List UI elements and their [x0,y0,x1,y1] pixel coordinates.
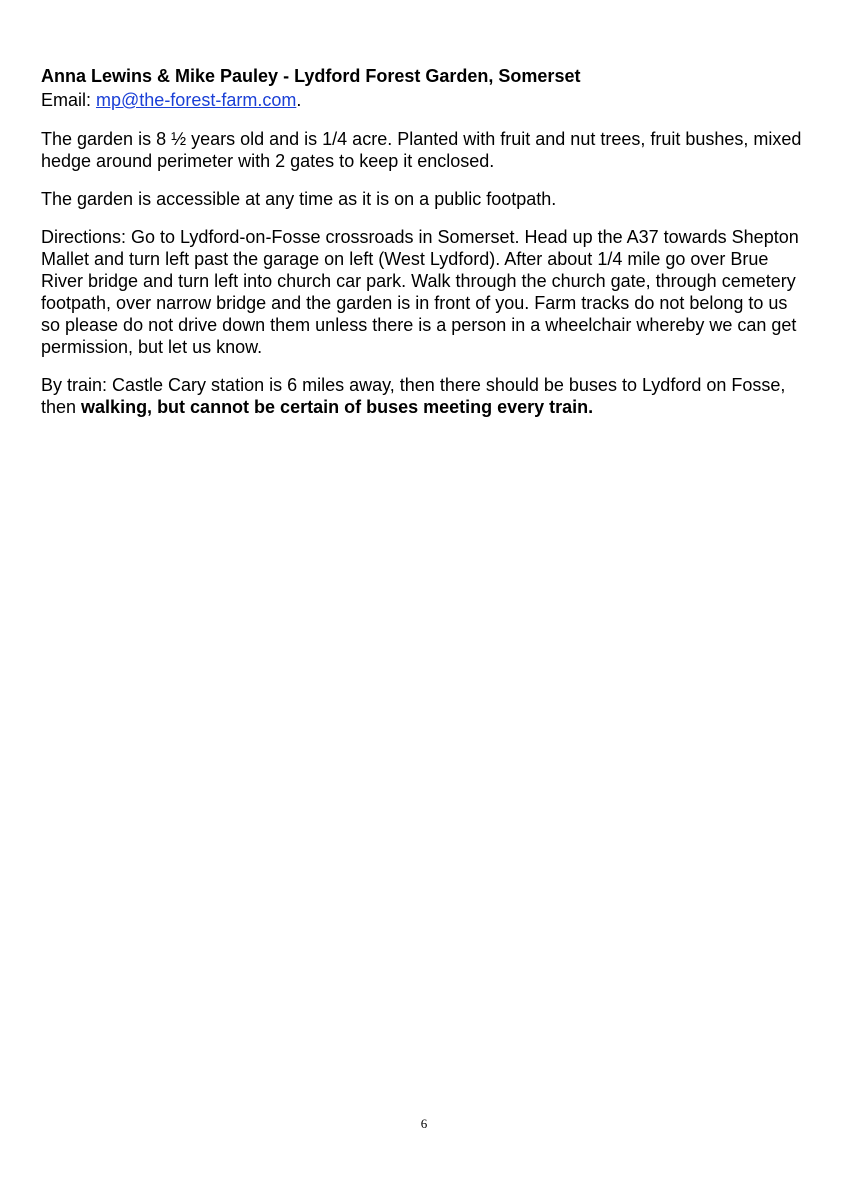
email-label: Email: [41,90,97,110]
train-paragraph [41,374,811,418]
train-warning: walking, but cannot be certain of buses meeting every train. [81,397,594,417]
access-paragraph: The garden is accessible at any time as it is on a public footpath. [41,189,557,209]
email-line [41,89,811,111]
train-text: By train: Castle Cary station is 6 miles away, then there should be buses to Lydford on Fosse, then [41,375,786,417]
email-link[interactable]: mp@the-forest-farm.com [96,90,297,110]
description-paragraph: The garden is 8 ½ years old and is 1/4 acre. Planted with fruit and nut trees, fruit bushes, mixed hedge around perimeter with 2 gates to keep it enclosed. [41,129,802,171]
garden-heading: Anna Lewins & Mike Pauley - Lydford Forest Garden, Somerset [41,66,581,86]
page-number: 6 [420,1116,428,1131]
email-suffix: . [296,90,302,110]
document-body [41,63,811,434]
directions-paragraph: Directions: Go to Lydford-on-Fosse crossroads in Somerset. Head up the A37 towards Shepton Mallet and turn left past the garage on left (West Lydford). After about 1/4 mile go over Brue River bridge and turn left into church car park. Walk through the church gate, through cemetery footpath, over narrow bridge and the garden is in front of you. Farm tracks do not belong to us so please do not drive down them unless there is a person in a wheelchair whereby we can get permission, but let us know. [41,227,799,357]
